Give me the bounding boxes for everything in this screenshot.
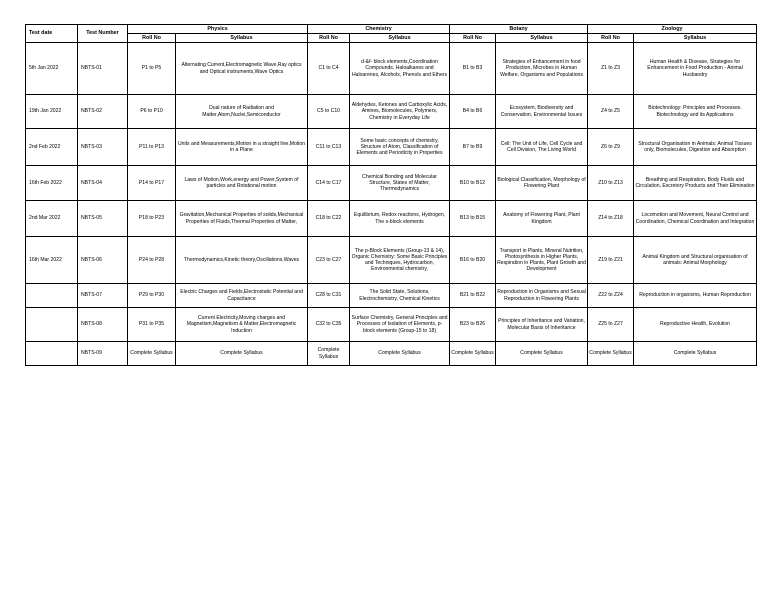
test-date-cell: 19th Jan 2022: [26, 95, 78, 129]
table-row: [26, 43, 757, 95]
table-body: [26, 43, 757, 366]
header-test-number: Test Number: [78, 25, 128, 43]
botany-syllabus-cell: Reproduction in Organisms and Sexual Reproduction in Flowering Plants: [496, 284, 588, 308]
physics-roll-no-cell: P29 to P30: [128, 284, 176, 308]
table-row: [26, 129, 757, 166]
zoology-syllabus-cell: Reproductive Health, Evolution: [634, 308, 757, 342]
physics-syllabus-cell: Complete Syllabus: [176, 342, 308, 366]
chemistry-roll-no-cell: C28 to C31: [308, 284, 350, 308]
header-physics: Physics: [128, 25, 308, 34]
botany-syllabus-cell: Ecosystem, Biodiversity and Conservation, Environmental Issues: [496, 95, 588, 129]
chemistry-roll-no-cell: C1 to C4: [308, 43, 350, 95]
chemistry-syllabus-cell: Equilibrium, Redox reactions, Hydrogen, The s-block elements: [350, 201, 450, 237]
test-date-cell: 5th Jan 2022: [26, 43, 78, 95]
header-chemistry-roll-no: Roll No: [308, 34, 350, 43]
header-botany: Botany: [450, 25, 588, 34]
physics-roll-no-cell: P18 to P23: [128, 201, 176, 237]
chemistry-syllabus-cell: Aldehydes, Ketones and Carboxylic Acids, Amines, Biomolecules, Polymers, Chemistry in Everyday Life: [350, 95, 450, 129]
chemistry-syllabus-cell: The p-Block Elements (Group-13 & 14), Organic Chemistry: Some Basic Principles and Techniques, Hydrocarbon, Environmental chemistry,: [350, 237, 450, 284]
chemistry-roll-no-cell: C32 to C35: [308, 308, 350, 342]
botany-syllabus-cell: Strategies of Enhancement in food Production, Microbes in Human Welfare, Organisms and Populations: [496, 43, 588, 95]
botany-roll-no-cell: B13 to B15: [450, 201, 496, 237]
table-row: [26, 201, 757, 237]
zoology-roll-no-cell: Z1 to Z3: [588, 43, 634, 95]
physics-roll-no-cell: P31 to P35: [128, 308, 176, 342]
botany-syllabus-cell: Biological Classification, Morphology of Flowering Plant: [496, 166, 588, 201]
test-schedule-sheet: [25, 24, 756, 366]
test-number-cell: NBTS-02: [78, 95, 128, 129]
botany-roll-no-cell: B10 to B12: [450, 166, 496, 201]
physics-roll-no-cell: P6 to P10: [128, 95, 176, 129]
physics-syllabus-cell: Laws of Motion,Work,energy and Power,System of particles and Rotational motion: [176, 166, 308, 201]
zoology-roll-no-cell: Z14 to Z18: [588, 201, 634, 237]
table-row: [26, 166, 757, 201]
test-date-cell: 2nd Feb 2022: [26, 129, 78, 166]
header-botany-roll-no: Roll No: [450, 34, 496, 43]
chemistry-syllabus-cell: Chemical Bonding and Molecular Structure, States of Matter, Thermodynamics: [350, 166, 450, 201]
test-date-cell: 16th Feb 2022: [26, 166, 78, 201]
physics-roll-no-cell: Complete Syllabus: [128, 342, 176, 366]
header-zoology: Zoology: [588, 25, 757, 34]
test-number-cell: NBTS-09: [78, 342, 128, 366]
test-number-cell: NBTS-08: [78, 308, 128, 342]
chemistry-syllabus-cell: Complete Syllabus: [350, 342, 450, 366]
test-date-cell: [26, 342, 78, 366]
chemistry-syllabus-cell: Some basic concepts of chemistry, Structure of Atom, Classification of Elements and Periodicity in Properties: [350, 129, 450, 166]
physics-roll-no-cell: P14 to P17: [128, 166, 176, 201]
header-chemistry-syllabus: Syllabus: [350, 34, 450, 43]
botany-roll-no-cell: B16 to B20: [450, 237, 496, 284]
chemistry-roll-no-cell: Complete Syllabus: [308, 342, 350, 366]
test-date-cell: [26, 284, 78, 308]
test-date-cell: 16th Mar 2022: [26, 237, 78, 284]
zoology-syllabus-cell: Breathing and Respiration, Body Fluids and Circulation, Excretory Products and Their Elimination: [634, 166, 757, 201]
botany-roll-no-cell: B23 to B26: [450, 308, 496, 342]
zoology-roll-no-cell: Z6 to Z9: [588, 129, 634, 166]
test-date-cell: 2nd Mar 2022: [26, 201, 78, 237]
zoology-syllabus-cell: Biotechnology: Principles and Processes. Biotechnology and its Applications: [634, 95, 757, 129]
chemistry-roll-no-cell: C18 to C22: [308, 201, 350, 237]
physics-roll-no-cell: P24 to P28: [128, 237, 176, 284]
chemistry-roll-no-cell: C5 to C10: [308, 95, 350, 129]
physics-roll-no-cell: P11 to P13: [128, 129, 176, 166]
table-row: [26, 284, 757, 308]
physics-syllabus-cell: Dual nature of Radiation and Matter,Atom,Nuclei,Semiconductor: [176, 95, 308, 129]
botany-syllabus-cell: Complete Syllabus: [496, 342, 588, 366]
table-header: [26, 25, 757, 43]
chemistry-roll-no-cell: C23 to C27: [308, 237, 350, 284]
header-chemistry: Chemistry: [308, 25, 450, 34]
zoology-syllabus-cell: Human Health & Disease, Strategies for Enhancement in Food Production - Animal Husbandry: [634, 43, 757, 95]
test-schedule-table: [25, 24, 757, 366]
table-row: [26, 308, 757, 342]
physics-syllabus-cell: Alternating Current,Electromagnetic Wave,Ray optics and Optical instruments,Wave Optics: [176, 43, 308, 95]
zoology-syllabus-cell: Reproduction in organisms, Human Reproduction: [634, 284, 757, 308]
botany-syllabus-cell: Principles of Inheritance and Variation, Molecular Basis of Inheritance: [496, 308, 588, 342]
zoology-roll-no-cell: Complete Syllabus: [588, 342, 634, 366]
header-botany-syllabus: Syllabus: [496, 34, 588, 43]
physics-syllabus-cell: Thermodynamics,Kinetic theory,Oscillations,Waves: [176, 237, 308, 284]
botany-roll-no-cell: B1 to B3: [450, 43, 496, 95]
botany-roll-no-cell: B21 to B22: [450, 284, 496, 308]
zoology-roll-no-cell: Z19 to Z21: [588, 237, 634, 284]
botany-syllabus-cell: Transport in Plants, Mineral Nutrition, Photosynthesis in Higher Plants, Respiration in Plants, Plant Growth and Development: [496, 237, 588, 284]
botany-roll-no-cell: B7 to B9: [450, 129, 496, 166]
header-test-date: Test date: [26, 25, 78, 43]
chemistry-syllabus-cell: d-&f- block elements,Coordination Compounds, Haloalkanes and Haloarenes, Alcohols, Phenols and Ethers: [350, 43, 450, 95]
zoology-syllabus-cell: Structural Organisation in Animals: Animal Tissues only, Biomolecules, Digestion and Absorption: [634, 129, 757, 166]
physics-syllabus-cell: Current Electricity,Moving charges and Magnetism,Magnetism & Matter,Electromagnetic Induction: [176, 308, 308, 342]
botany-syllabus-cell: Cell: The Unit of Life, Cell Cycle and Cell Division, The Living World: [496, 129, 588, 166]
zoology-roll-no-cell: Z4 to Z5: [588, 95, 634, 129]
table-row: [26, 342, 757, 366]
botany-roll-no-cell: Complete Syllabus: [450, 342, 496, 366]
test-number-cell: NBTS-07: [78, 284, 128, 308]
header-physics-syllabus: Syllabus: [176, 34, 308, 43]
physics-roll-no-cell: P1 to P5: [128, 43, 176, 95]
physics-syllabus-cell: Units and Measurements,Motion in a straight line,Motion in a Plane: [176, 129, 308, 166]
zoology-roll-no-cell: Z25 to Z27: [588, 308, 634, 342]
table-row: [26, 237, 757, 284]
physics-syllabus-cell: Gravitation,Mechanical Properties of solids,Mechanical Properties of Fluids,Thermal Properties of Matter,: [176, 201, 308, 237]
header-physics-roll-no: Roll No: [128, 34, 176, 43]
chemistry-syllabus-cell: The Solid State, Solutions, Electrochemistry, Chemical Kinetics: [350, 284, 450, 308]
botany-roll-no-cell: B4 to B6: [450, 95, 496, 129]
zoology-roll-no-cell: Z22 to Z24: [588, 284, 634, 308]
chemistry-roll-no-cell: C14 to C17: [308, 166, 350, 201]
header-zoology-syllabus: Syllabus: [634, 34, 757, 43]
zoology-syllabus-cell: Animal Kingdom and Structural organisation of animals: Animal Morphology: [634, 237, 757, 284]
botany-syllabus-cell: Anatomy of Flowering Plant, Plant Kingdom: [496, 201, 588, 237]
table-row: [26, 95, 757, 129]
test-number-cell: NBTS-01: [78, 43, 128, 95]
chemistry-syllabus-cell: Surface Chemistry, General Principles and Processes of Isolation of Elements, p-block elements (Group-15 to 18): [350, 308, 450, 342]
test-number-cell: NBTS-04: [78, 166, 128, 201]
header-zoology-roll-no: Roll No: [588, 34, 634, 43]
zoology-syllabus-cell: Locomotion and Movement, Neural Control and Coordination, Chemical Coordination and Integration: [634, 201, 757, 237]
test-number-cell: NBTS-03: [78, 129, 128, 166]
zoology-syllabus-cell: Complete Syllabus: [634, 342, 757, 366]
zoology-roll-no-cell: Z10 to Z13: [588, 166, 634, 201]
test-date-cell: [26, 308, 78, 342]
physics-syllabus-cell: Electric Charges and Fields,Electrostatic Potential and Capacitance: [176, 284, 308, 308]
chemistry-roll-no-cell: C11 to C13: [308, 129, 350, 166]
test-number-cell: NBTS-05: [78, 201, 128, 237]
test-number-cell: NBTS-06: [78, 237, 128, 284]
